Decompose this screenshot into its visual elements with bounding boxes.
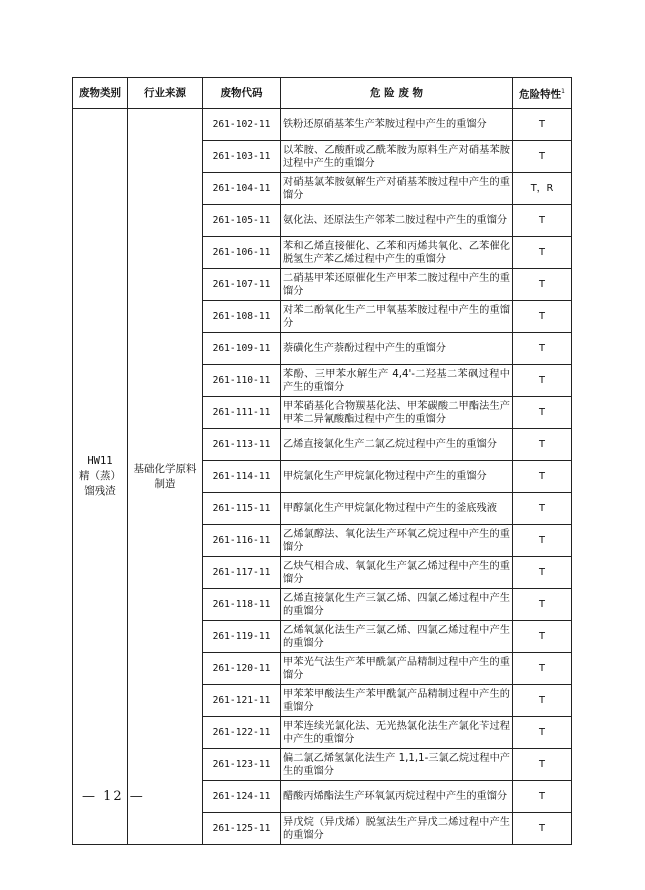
hazard-characteristic-cell: T [513,717,572,749]
hazard-characteristic-cell: T [513,653,572,685]
hazard-characteristic-cell: T [513,461,572,493]
page-number: — 12 — [82,789,145,804]
table-row [73,109,572,141]
waste-description-cell: 氨化法、还原法生产邻苯二胺过程中产生的重馏分 [281,205,513,237]
waste-code-cell: 261-111-11 [203,397,281,429]
waste-code-cell: 261-114-11 [203,461,281,493]
waste-description-cell: 乙烯直接氯化生产三氯乙烯、四氯乙烯过程中产生的重馏分 [281,589,513,621]
hazard-characteristic-cell: T [513,141,572,173]
waste-code-cell: 261-123-11 [203,749,281,781]
waste-description-cell: 甲苯硝基化合物羰基化法、甲苯碳酸二甲酯法生产甲苯二异氰酸酯过程中产生的重馏分 [281,397,513,429]
hazard-characteristic-cell: T [513,205,572,237]
hazard-characteristic-cell: T [513,621,572,653]
waste-code-cell: 261-104-11 [203,173,281,205]
header-waste: 危 险 废 物 [281,78,513,109]
waste-code-cell: 261-105-11 [203,205,281,237]
waste-code-cell: 261-108-11 [203,301,281,333]
hazard-characteristic-cell: T [513,301,572,333]
hazard-characteristic-cell: T [513,397,572,429]
industry-source-line: 制造 [154,477,176,490]
waste-description-cell: 二硝基甲苯还原催化生产甲苯二胺过程中产生的重馏分 [281,269,513,301]
waste-description-cell: 苯和乙烯直接催化、乙苯和丙烯共氧化、乙苯催化脱氢生产苯乙烯过程中产生的重馏分 [281,237,513,269]
header-industry: 行业来源 [128,78,203,109]
hazard-characteristic-cell: T [513,109,572,141]
waste-code-cell: 261-118-11 [203,589,281,621]
table-header-row [73,78,572,109]
hazard-characteristic-cell: T [513,525,572,557]
waste-code-cell: 261-106-11 [203,237,281,269]
waste-code-cell: 261-102-11 [203,109,281,141]
industry-source-cell [128,109,203,845]
waste-description-cell: 甲醇氯化生产甲烷氯化物过程中产生的釜底残液 [281,493,513,525]
waste-description-cell: 乙烯氧氯化法生产三氯乙烯、四氯乙烯过程中产生的重馏分 [281,621,513,653]
industry-source-line: 基础化学原料 [133,462,197,475]
waste-description-cell: 乙烯氯醇法、氧化法生产环氧乙烷过程中产生的重馏分 [281,525,513,557]
waste-code-cell: 261-109-11 [203,333,281,365]
waste-description-cell: 醋酸丙烯酯法生产环氧氯丙烷过程中产生的重馏分 [281,781,513,813]
waste-code-cell: 261-120-11 [203,653,281,685]
waste-description-cell: 苯酚、三甲苯水解生产 4,4'-二羟基二苯砜过程中产生的重馏分 [281,365,513,397]
waste-description-cell: 以苯胺、乙酸酐或乙酰苯胺为原料生产对硝基苯胺过程中产生的重馏分 [281,141,513,173]
hazard-characteristic-cell: T [513,269,572,301]
waste-category-cell [73,109,128,845]
hazard-characteristic-cell: T [513,557,572,589]
hazardous-waste-table [72,77,572,845]
header-code: 废物代码 [203,78,281,109]
waste-description-cell: 偏二氯乙烯氢氯化法生产 1,1,1-三氯乙烷过程中产生的重馏分 [281,749,513,781]
waste-description-cell: 甲苯连续光氯化法、无光热氯化法生产氯化苄过程中产生的重馏分 [281,717,513,749]
hazard-characteristic-cell: T [513,333,572,365]
header-characteristic [513,78,572,109]
waste-code-cell: 261-113-11 [203,429,281,461]
waste-description-cell: 甲苯苯甲酸法生产苯甲酰氯产品精制过程中产生的重馏分 [281,685,513,717]
waste-code-cell: 261-116-11 [203,525,281,557]
hazard-characteristic-cell: T [513,237,572,269]
header-characteristic-footnote: 1 [561,87,565,95]
waste-code-cell: 261-119-11 [203,621,281,653]
waste-description-cell: 甲苯光气法生产苯甲酰氯产品精制过程中产生的重馏分 [281,653,513,685]
table-body [73,109,572,845]
waste-code-cell: 261-125-11 [203,813,281,845]
hazard-characteristic-cell: T [513,365,572,397]
hazard-characteristic-cell: T [513,813,572,845]
waste-code-cell: 261-107-11 [203,269,281,301]
waste-description-cell: 乙烯直接氯化生产二氯乙烷过程中产生的重馏分 [281,429,513,461]
header-category: 废物类别 [73,78,128,109]
waste-category-line: HW11 [87,455,113,467]
waste-description-cell: 对苯二酚氧化生产二甲氧基苯胺过程中产生的重馏分 [281,301,513,333]
waste-description-cell: 异戊烷（异戊烯）脱氢法生产异戊二烯过程中产生的重馏分 [281,813,513,845]
waste-description-cell: 乙炔气相合成、氧氯化生产氯乙烯过程中产生的重馏分 [281,557,513,589]
waste-description-cell: 铁粉还原硝基苯生产苯胺过程中产生的重馏分 [281,109,513,141]
waste-description-cell: 甲烷氯化生产甲烷氯化物过程中产生的重馏分 [281,461,513,493]
waste-category-line: 馏残渣 [84,485,116,497]
waste-code-cell: 261-117-11 [203,557,281,589]
hazard-characteristic-cell: T [513,749,572,781]
waste-code-cell: 261-121-11 [203,685,281,717]
waste-code-cell: 261-115-11 [203,493,281,525]
hazard-characteristic-cell: T [513,781,572,813]
hazard-characteristic-cell: T [513,429,572,461]
hazard-characteristic-cell: T [513,685,572,717]
waste-description-cell: 萘磺化生产萘酚过程中产生的重馏分 [281,333,513,365]
waste-category-line: 精（蒸） [79,470,121,482]
waste-code-cell: 261-124-11 [203,781,281,813]
hazard-characteristic-cell: T [513,589,572,621]
header-characteristic-label: 危险特性 [519,88,562,101]
waste-code-cell: 261-122-11 [203,717,281,749]
hazard-characteristic-cell: T，R [513,173,572,205]
waste-code-cell: 261-103-11 [203,141,281,173]
waste-code-cell: 261-110-11 [203,365,281,397]
waste-description-cell: 对硝基氯苯胺氨解生产对硝基苯胺过程中产生的重馏分 [281,173,513,205]
hazard-characteristic-cell: T [513,493,572,525]
